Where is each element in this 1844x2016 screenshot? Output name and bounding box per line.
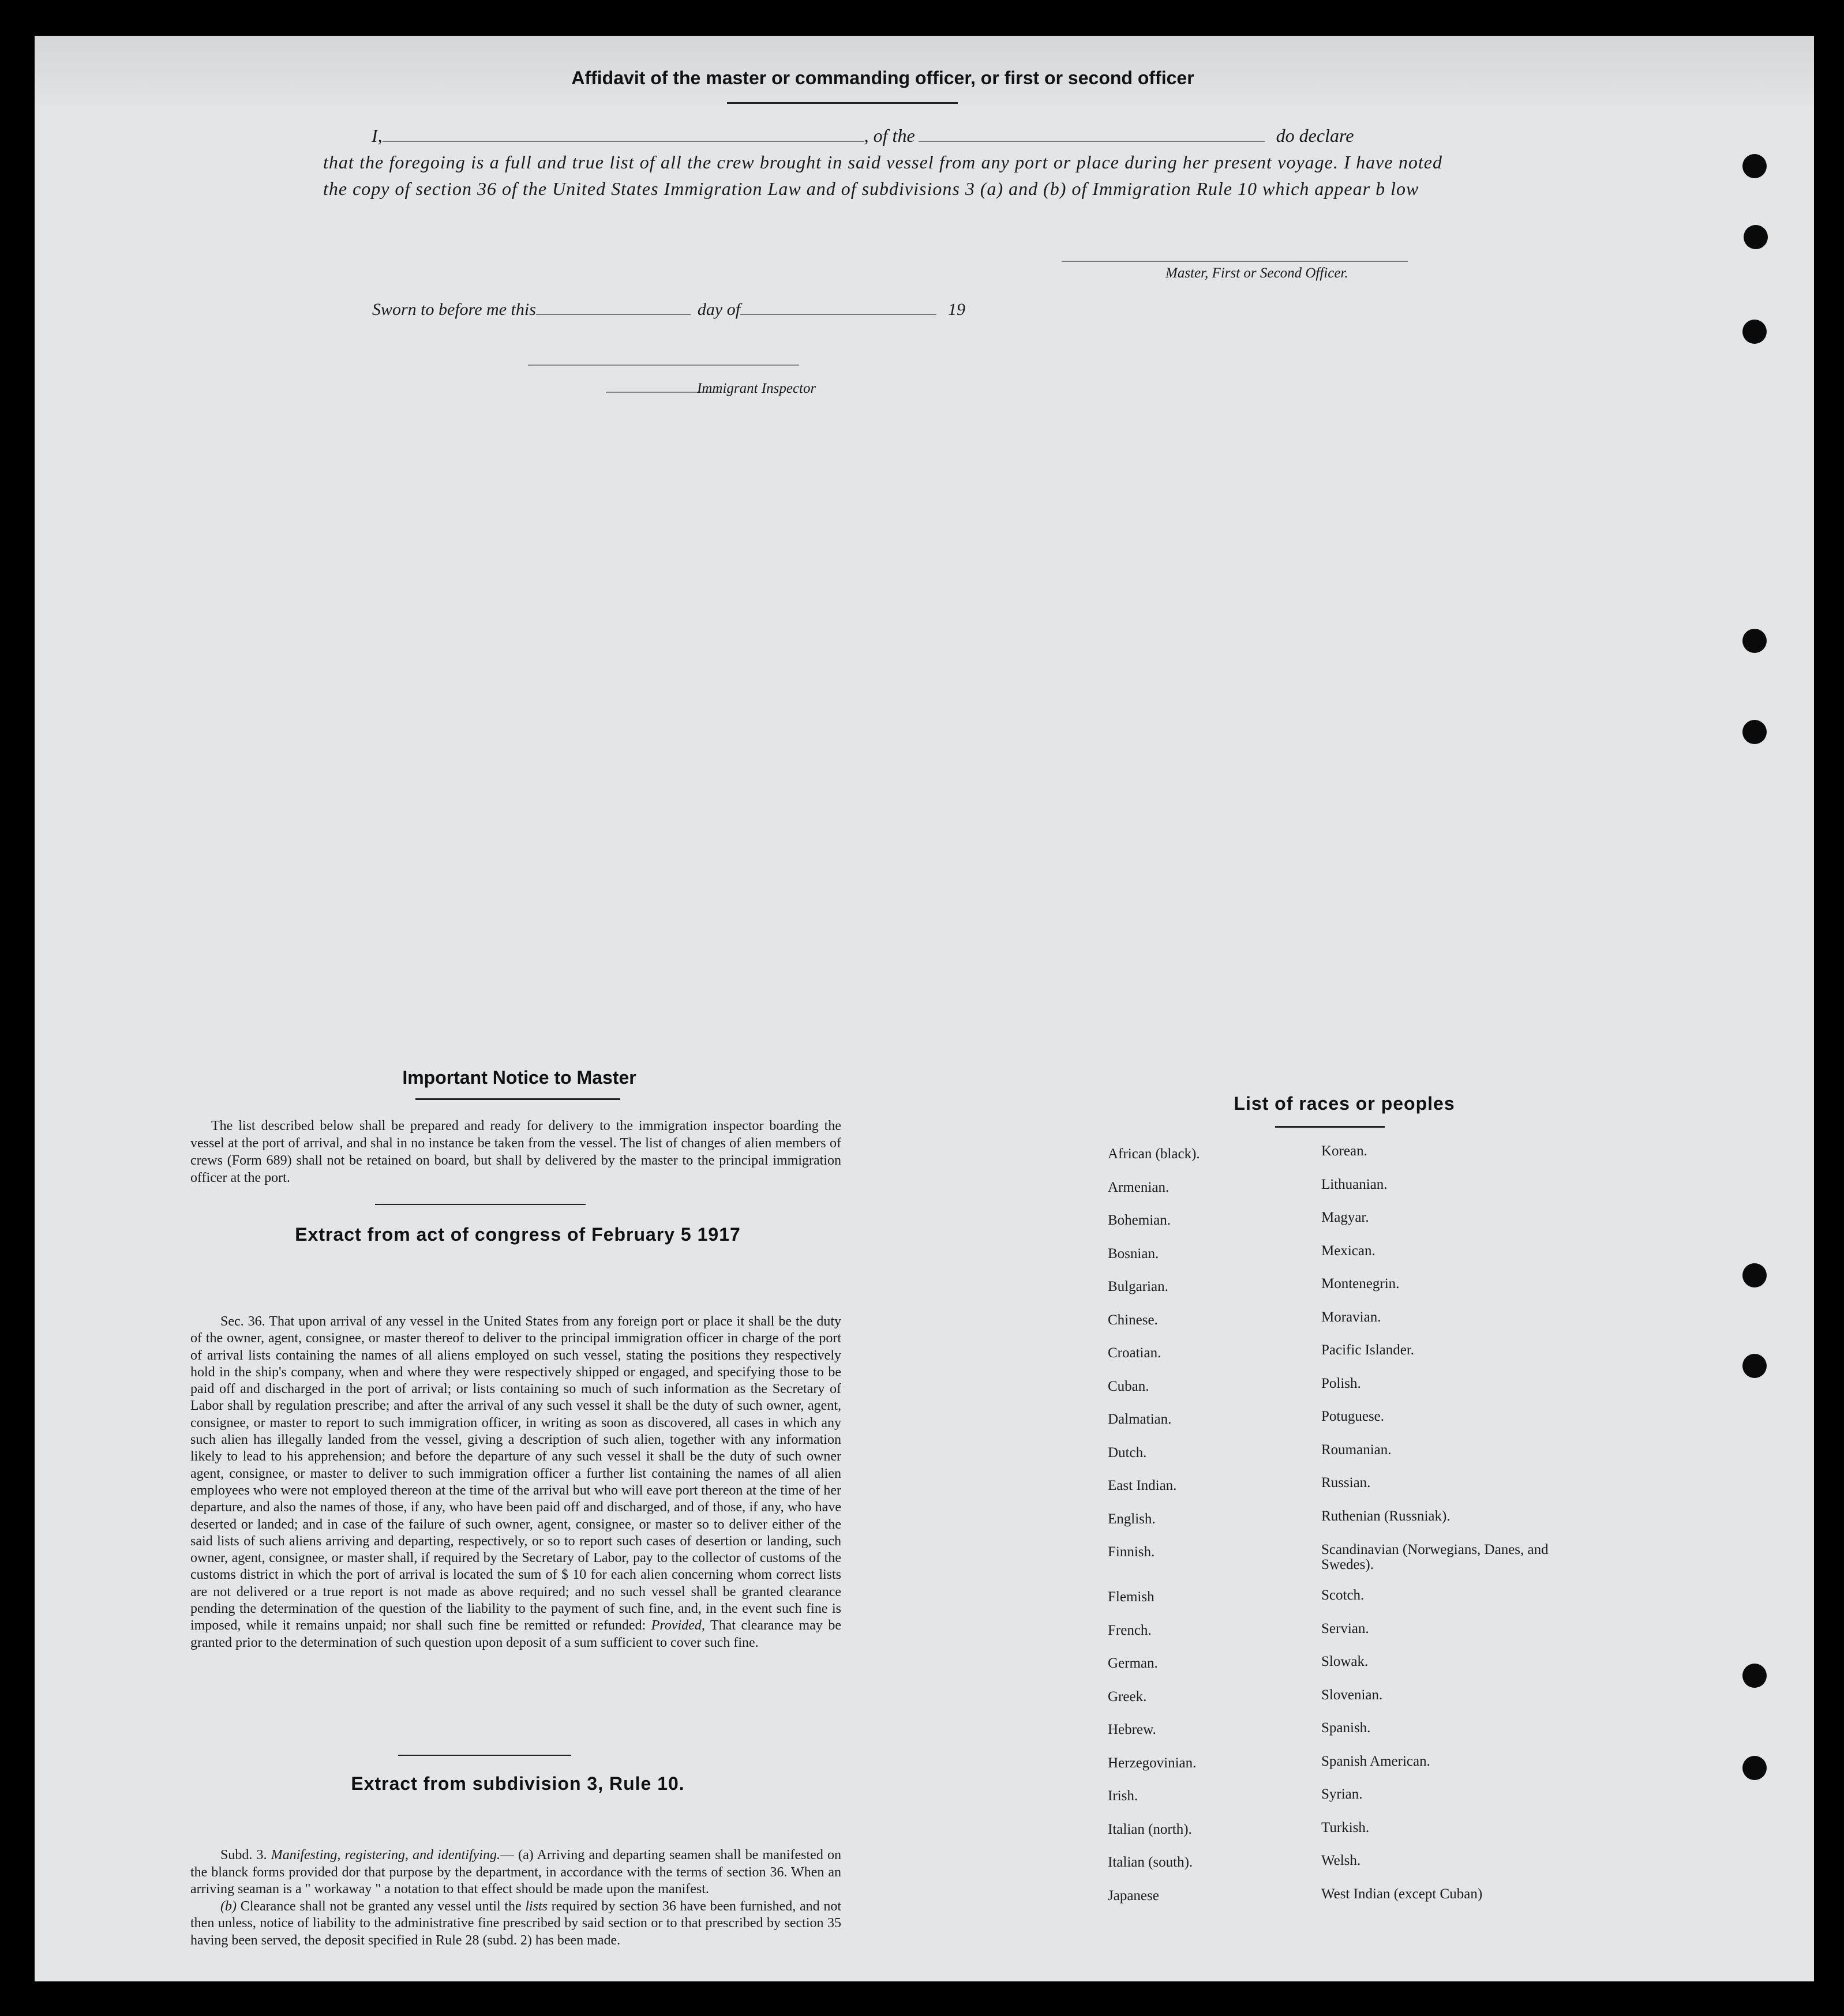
punch-hole bbox=[1742, 1664, 1767, 1688]
para-b-lists: lists bbox=[525, 1898, 548, 1914]
race-item: Chinese. bbox=[1108, 1312, 1158, 1328]
race-item: Flemish bbox=[1108, 1589, 1155, 1605]
race-item: Magyar. bbox=[1321, 1210, 1369, 1225]
race-item: Slovenian. bbox=[1321, 1687, 1383, 1703]
para-b-label: (b) bbox=[220, 1898, 237, 1914]
extract-act-tail: That clearance may be granted prior to the determination of such question upon deposit of a sum sufficient to cover such fine. bbox=[190, 1618, 842, 1650]
race-item: Italian (south). bbox=[1108, 1854, 1193, 1870]
sworn-year: 19 bbox=[948, 300, 966, 319]
extract-separator bbox=[398, 1755, 571, 1756]
race-item: Welsh. bbox=[1321, 1853, 1361, 1868]
para-a-text: — (a) Arriving and departing seamen shall be manifested on the blanck forms provided dor that purpose by the department, in accordance with the terms of section 36. When an arriving seaman is a " workaway " a notation to that effect should be made upon the manifest. bbox=[190, 1848, 841, 1897]
race-item: Lithuanian. bbox=[1321, 1176, 1388, 1192]
race-item: German. bbox=[1108, 1655, 1158, 1671]
race-item: Russian. bbox=[1321, 1475, 1371, 1491]
punch-hole bbox=[1742, 1354, 1767, 1378]
race-item: Pacific Islander. bbox=[1321, 1342, 1415, 1358]
sworn-day-of: day of bbox=[697, 300, 741, 319]
para-b bbox=[190, 1898, 841, 1950]
race-item: Slowak. bbox=[1321, 1654, 1369, 1669]
race-item: Spanish American. bbox=[1321, 1753, 1430, 1769]
punch-hole bbox=[1742, 720, 1767, 744]
race-item: Servian. bbox=[1321, 1620, 1369, 1636]
inspector-caption: Immigrant Inspector bbox=[697, 381, 816, 396]
race-item: Ruthenian (Russniak). bbox=[1321, 1508, 1451, 1524]
race-item: Greek. bbox=[1108, 1688, 1147, 1705]
extract-act-body: That upon arrival of any vessel in the United States from any foreign port or place it shall be the duty of the owner, agent, consignee, or master thereof to deliver to the principal immigration officer in charge of the port of arrival lists containing the names of all aliens employed on such vessel, stating the positions they respectively hold in the ship's company, when and where they were respectively shipped or engaged, and specifying those to be paid off and discharged in the port of arrival; or lists containing so much of such information as the Secretary of Labor shall by regulation prescribe; and after the arrival of any such vessel it shall be the duty of such owner, agent, consignee, or master to report to such immigration officer, in writing as soon as discovered, all cases in which any such alien has illegally landed from the vessel, giving a description of such alien, together with any information likely to lead to his apprehension; and before the departure of any such vessel it shall be the duty of such owner agent, consignee, or master to deliver to such immigration officer a further list containing the names of all alien employees who were not employed thereon at the time of the arrival but who will eave port thereon at the time of her departure, and also the names of those, if any, who have been paid off and discharged, and of those, if any, who have deserted or landed; and in case of the failure of such owner, agent, consignee, or master so to deliver either of the said lists of such aliens arriving and departing, respectively, or so to report such cases of desertion or landing, such owner, agent, consignee, or master shall, if required by the Secretary of Labor, pay to the collector of customs of the customs district in which the port of arrival is located the sum of $ 10 for each alien concerning whom correct lists are not delivered or a true report is not made as above required; and no such vessel shall be granted clearance pending the determination of the question of the liability to the payment of such fine, and, in the event such fine is imposed, while it remains unpaid; nor shall such fine be remitted or refunded: bbox=[190, 1314, 841, 1634]
race-item: Bulgarian. bbox=[1108, 1279, 1168, 1294]
sworn-line bbox=[372, 296, 965, 320]
affidavit-body-block bbox=[323, 122, 1442, 202]
races-title-rule bbox=[1275, 1126, 1385, 1128]
affidavit-declare-line bbox=[323, 122, 1442, 149]
race-item: Hebrew. bbox=[1108, 1722, 1156, 1737]
notice-separator bbox=[375, 1204, 586, 1205]
affidavit-body: that the foregoing is a full and true list of all the crew brought in said vessel from any port or place during her present voyage. I have noted the copy of section 36 of the United States Immigration Law and of subdivisions 3 (a) and (b) of Immigration Rule 10 which appear b low bbox=[323, 152, 1442, 199]
affidavit-title: Affidavit of the master or commanding officer, or first or second officer bbox=[571, 67, 1194, 88]
master-signature-line bbox=[1062, 261, 1408, 262]
race-item: Italian (north). bbox=[1108, 1821, 1192, 1837]
punch-hole bbox=[1742, 629, 1767, 653]
race-item: French. bbox=[1108, 1622, 1152, 1638]
sworn-day-blank bbox=[536, 296, 691, 315]
para-b-text: Clearance shall not be granted any vessel until the bbox=[240, 1898, 522, 1914]
subd-label: Subd. 3. bbox=[220, 1848, 267, 1863]
race-item: Roumanian. bbox=[1321, 1441, 1392, 1458]
race-item: Scotch. bbox=[1321, 1587, 1365, 1603]
notice-title-rule bbox=[415, 1098, 620, 1100]
race-item: Herzegovinian. bbox=[1108, 1755, 1197, 1771]
race-item: Montenegrin. bbox=[1321, 1276, 1400, 1292]
affidavit-of-the: , of the bbox=[864, 125, 915, 146]
race-item: Armenian. bbox=[1108, 1179, 1170, 1195]
extract-rule-title: Extract from subdivision 3, Rule 10. bbox=[351, 1773, 685, 1794]
name-blank bbox=[383, 123, 864, 142]
form-page bbox=[35, 36, 1814, 1981]
vessel-blank bbox=[919, 123, 1265, 142]
race-item: Korean. bbox=[1321, 1143, 1367, 1159]
race-item: English. bbox=[1108, 1511, 1156, 1527]
races-right-column bbox=[1321, 1143, 1575, 1919]
race-item: East Indian. bbox=[1108, 1478, 1177, 1493]
punch-hole bbox=[1744, 225, 1768, 249]
race-item: Bosnian. bbox=[1108, 1245, 1159, 1262]
race-item: Dutch. bbox=[1108, 1444, 1147, 1461]
para-b-rest: required by section 36 have been furnished, and not then unless, notice of liability to the administrative fine prescribed by said section or to that prescribed by section 35 having been served, the deposit specified in Rule 28 (subd. 2) has been made. bbox=[190, 1898, 842, 1948]
race-item: Cuban. bbox=[1108, 1378, 1149, 1394]
race-item: West Indian (except Cuban) bbox=[1321, 1886, 1483, 1902]
race-item: Irish. bbox=[1108, 1788, 1138, 1804]
para-a bbox=[190, 1847, 841, 1898]
affidavit-declare: do declare bbox=[1276, 125, 1354, 146]
race-item: Potuguese. bbox=[1321, 1409, 1385, 1424]
race-item: Dalmatian. bbox=[1108, 1411, 1172, 1427]
inspector-signature-line bbox=[528, 365, 799, 366]
race-item: Finnish. bbox=[1108, 1544, 1155, 1560]
sworn-month-blank bbox=[740, 296, 936, 315]
race-item: Mexican. bbox=[1321, 1242, 1375, 1259]
race-item: Syrian. bbox=[1321, 1786, 1363, 1802]
subd-heading: Manifesting, registering, and identifying. bbox=[271, 1848, 500, 1863]
race-item: Bohemian. bbox=[1108, 1212, 1171, 1228]
race-item: African (black). bbox=[1108, 1146, 1200, 1162]
sec-label: Sec. 36. bbox=[220, 1314, 265, 1329]
extract-act-title: Extract from act of congress of February 5 1917 bbox=[295, 1224, 741, 1245]
sworn-label: Sworn to before me this bbox=[372, 300, 536, 319]
race-item: Croatian. bbox=[1108, 1345, 1161, 1361]
punch-hole bbox=[1742, 1756, 1767, 1780]
master-signature-caption: Master, First or Second Officer. bbox=[1165, 265, 1348, 281]
punch-hole bbox=[1742, 320, 1767, 344]
punch-hole bbox=[1742, 154, 1767, 178]
notice-body: The list described below shall be prepared and ready for delivery to the immigration inspector boarding the vessel at the port of arrival, and shal in no instance be taken from the vessel. The list of changes of alien members of crews (Form 689) shall not be retained on board, but shall by delivered by the master to the principal immigration officer at the port. bbox=[190, 1118, 841, 1185]
extract-act-body-block bbox=[190, 1313, 841, 1651]
provided-label: Provided, bbox=[651, 1618, 705, 1634]
races-left-column bbox=[1108, 1146, 1298, 1921]
extract-rule-body-block bbox=[190, 1847, 841, 1949]
race-item: Moravian. bbox=[1321, 1309, 1381, 1325]
race-item: Polish. bbox=[1321, 1375, 1361, 1391]
race-item: Spanish. bbox=[1321, 1720, 1371, 1736]
race-item: Japanese bbox=[1108, 1887, 1159, 1904]
races-title: List of races or peoples bbox=[1234, 1093, 1455, 1114]
punch-hole bbox=[1742, 1263, 1767, 1287]
race-item: Turkish. bbox=[1321, 1819, 1370, 1835]
affidavit-title-rule bbox=[727, 102, 958, 104]
notice-title: Important Notice to Master bbox=[402, 1067, 636, 1088]
affidavit-i: I, bbox=[372, 125, 383, 146]
race-item: Scandinavian (Norwegians, Danes, and Swedes). bbox=[1321, 1542, 1549, 1572]
